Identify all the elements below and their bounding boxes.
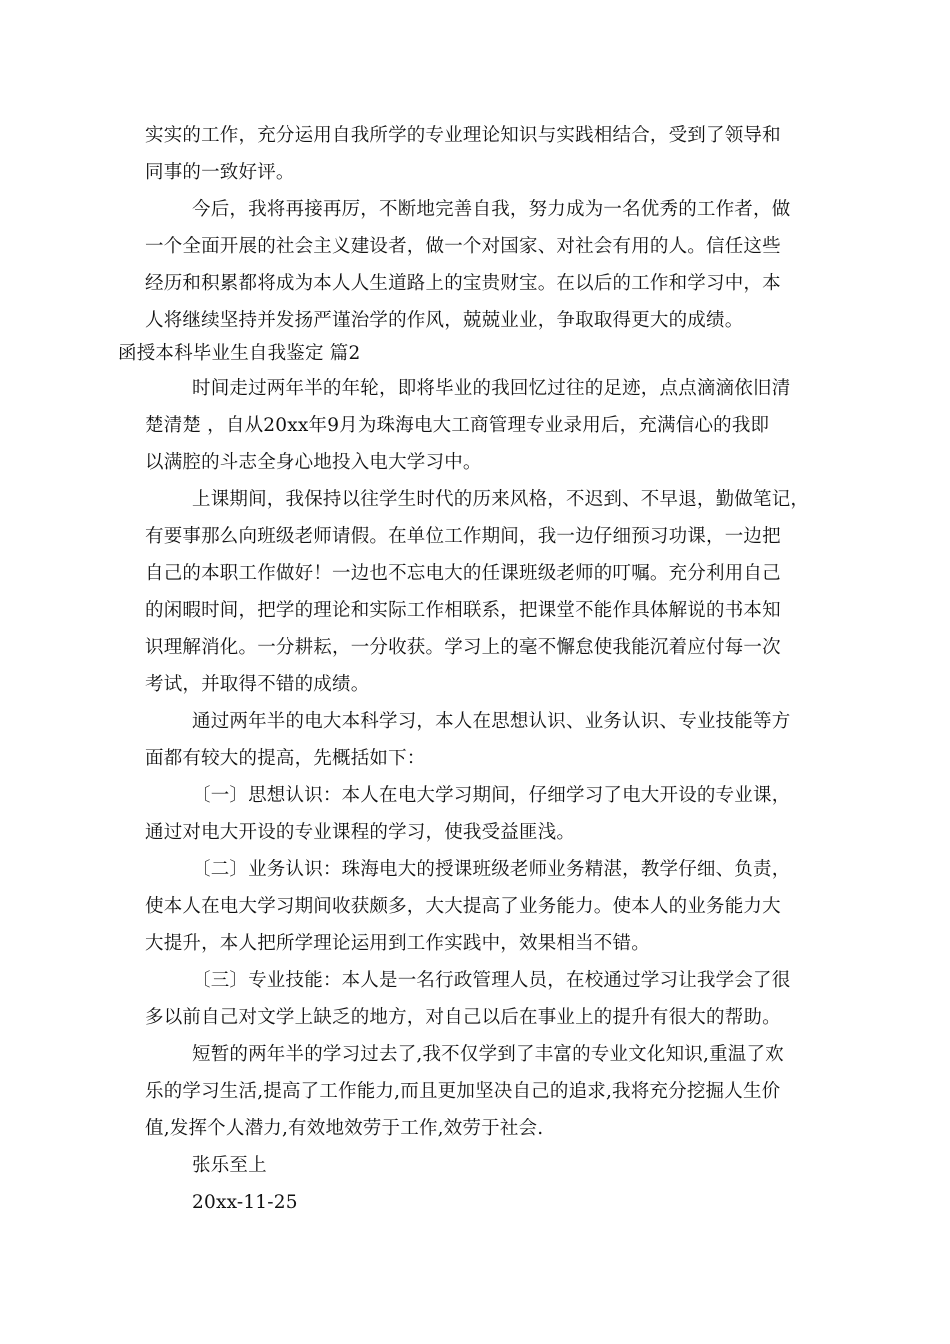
text-line: 乐的学习生活,提高了工作能力,而且更加坚决自己的追求,我将充分挖掘人生价 [145,1081,781,1102]
text-line: 有要事那么向班级老师请假。在单位工作期间，我一边仔细预习功课，一边把 [145,526,781,547]
text-line: 一个全面开展的社会主义建设者，做一个对国家、对社会有用的人。信任这些 [145,236,781,257]
text-line: 多以前自己对文学上缺乏的地方，对自己以后在事业上的提升有很大的帮助。 [145,1007,781,1028]
text-line: 时间走过两年半的年轮，即将毕业的我回忆过往的足迹，点点滴滴依旧清 [192,378,791,399]
text-line: 自己的本职工作做好！一边也不忘电大的任课班级老师的叮嘱。充分利用自己 [145,563,781,584]
text-line: 〔一〕思想认识：本人在电大学习期间，仔细学习了电大开设的专业课， [192,785,791,806]
text-line: 经历和积累都将成为本人人生道路上的宝贵财宝。在以后的工作和学习中，本 [145,273,781,294]
text-line: 面都有较大的提高，先概括如下： [145,748,426,769]
signature-name: 张乐至上 [192,1155,267,1176]
text-line: 〔三〕专业技能：本人是一名行政管理人员，在校通过学习让我学会了很 [192,970,791,991]
text-line: 今后，我将再接再厉，不断地完善自我，努力成为一名优秀的工作者，做 [192,199,791,220]
text-line: 考试，并取得不错的成绩。 [145,674,370,695]
text-line: 大提升，本人把所学理论运用到工作实践中，效果相当不错。 [145,933,650,954]
text-line: 的闲暇时间，把学的理论和实际工作相联系，把课堂不能作具体解说的书本知 [145,600,781,621]
text-line: 楚清楚 ，自从20xx年9月为珠海电大工商管理专业录用后，充满信心的我即 [145,415,770,436]
text-line: 通过两年半的电大本科学习，本人在思想认识、业务认识、专业技能等方 [192,711,791,732]
section-heading: 函授本科毕业生自我鉴定 篇2 [118,343,361,364]
text-line: 通过对电大开设的专业课程的学习，使我受益匪浅。 [145,822,576,843]
text-line: 值,发挥个人潜力,有效地效劳于工作,效劳于社会. [145,1118,544,1139]
text-line: 人将继续坚持并发扬严谨治学的作风，兢兢业业，争取取得更大的成绩。 [145,310,744,331]
text-line: 实实的工作，充分运用自我所学的专业理论知识与实践相结合，受到了领导和 [145,125,781,146]
signature-date: 20xx-11-25 [192,1192,298,1213]
text-line: 短暂的两年半的学习过去了,我不仅学到了丰富的专业文化知识,重温了欢 [192,1044,784,1065]
text-line: 同事的一致好评。 [145,162,295,183]
text-line: 使本人在电大学习期间收获颇多，大大提高了业务能力。使本人的业务能力大 [145,896,781,917]
text-line: 以满腔的斗志全身心地投入电大学习中。 [145,452,482,473]
text-line: 〔二〕业务认识：珠海电大的授课班级老师业务精湛，教学仔细、负责， [192,859,791,880]
text-line: 上课期间，我保持以往学生时代的历来风格，不迟到、不早退，勤做笔记， [192,489,810,510]
text-line: 识理解消化。一分耕耘，一分收获。学习上的毫不懈怠使我能沉着应付每一次 [145,637,781,658]
